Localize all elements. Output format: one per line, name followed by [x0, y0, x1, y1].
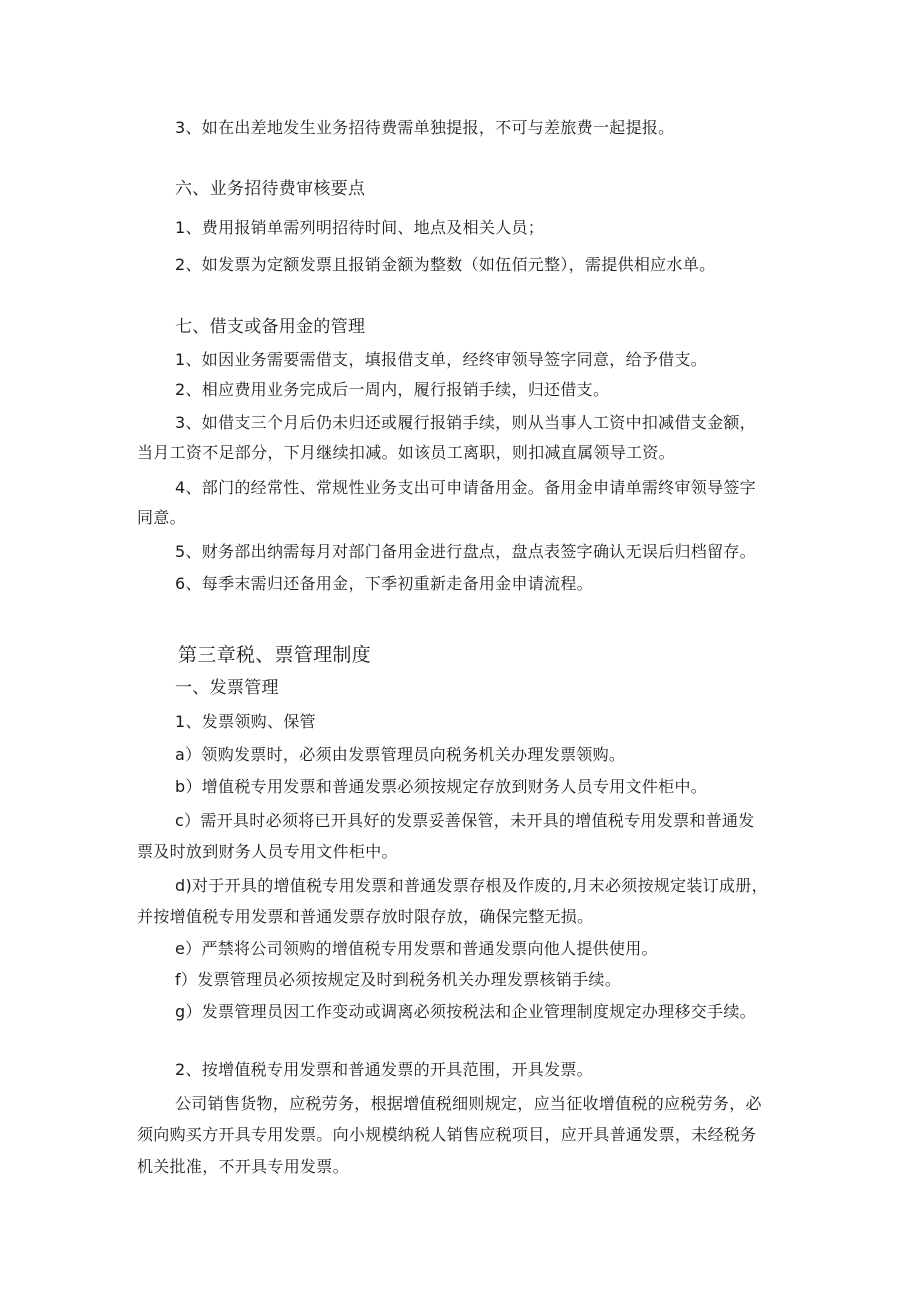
text-line: 1、发票领购、保管	[175, 712, 316, 731]
text-line: 6、每季末需归还备用金，下季初重新走备用金申请流程。	[175, 574, 593, 593]
text-line: 须向购买方开具专用发票。向小规模纳税人销售应税项目，应开具普通发票，未经税务	[137, 1125, 757, 1144]
text-line: 公司销售货物，应税劳务，根据增值税细则规定，应当征收增值税的应税劳务，必	[175, 1094, 762, 1113]
text-line: 机关批准，不开具专用发票。	[137, 1157, 349, 1176]
text-line: 2、相应费用业务完成后一周内，履行报销手续，归还借支。	[175, 380, 610, 399]
text-line: 并按增值税专用发票和普通发票存放时限存放，确保完整无损。	[137, 907, 594, 926]
text-line: 3、如在出差地发生业务招待费需单独提报，不可与差旅费一起提报。	[175, 118, 675, 137]
section-heading: 一、发票管理	[175, 678, 279, 698]
text-line: 1、如因业务需要需借支，填报借支单，经终审领导签字同意，给予借支。	[175, 350, 708, 369]
text-line: f）发票管理员必须按规定及时到税务机关办理发票核销手续。	[175, 970, 622, 989]
text-line: 2、如发票为定额发票且报销金额为整数（如伍佰元整），需提供相应水单。	[175, 255, 716, 274]
text-line: 5、财务部出纳需每月对部门备用金进行盘点，盘点表签字确认无误后归档留存。	[175, 542, 756, 561]
text-line: 3、如借支三个月后仍未归还或履行报销手续，则从当事人工资中扣减借支金额，	[175, 413, 756, 432]
section-heading: 六、业务招待费审核要点	[175, 179, 366, 199]
text-line: 4、部门的经常性、常规性业务支出可申请备用金。备用金申请单需终审领导签字	[175, 478, 756, 497]
text-line: 当月工资不足部分，下月继续扣减。如该员工离职，则扣减直属领导工资。	[137, 443, 675, 462]
text-line: c）需开具时必须将已开具好的发票妥善保管，未开具的增值税专用发票和普通发	[175, 811, 755, 830]
text-line: 票及时放到财务人员专用文件柜中。	[137, 842, 398, 861]
text-line: 同意。	[137, 508, 186, 527]
text-line: e）严禁将公司领购的增值税专用发票和普通发票向他人提供使用。	[175, 939, 658, 958]
text-line: b）增值税专用发票和普通发票必须按规定存放到财务人员专用文件柜中。	[175, 777, 708, 796]
section-heading: 七、借支或备用金的管理	[175, 317, 366, 337]
text-line: a）领购发票时，必须由发票管理员向税务机关办理发票领购。	[175, 745, 626, 764]
text-line: g）发票管理员因工作变动或调离必须按税法和企业管理制度规定办理移交手续。	[175, 1002, 756, 1021]
chapter-heading: 第三章税、票管理制度	[178, 644, 372, 666]
text-line: d)对于开具的增值税专用发票和普通发票存根及作废的,月末必须按规定装订成册，	[175, 876, 768, 895]
text-line: 2、按增值税专用发票和普通发票的开具范围，开具发票。	[175, 1060, 593, 1079]
text-line: 1、费用报销单需列明招待时间、地点及相关人员；	[175, 218, 545, 237]
